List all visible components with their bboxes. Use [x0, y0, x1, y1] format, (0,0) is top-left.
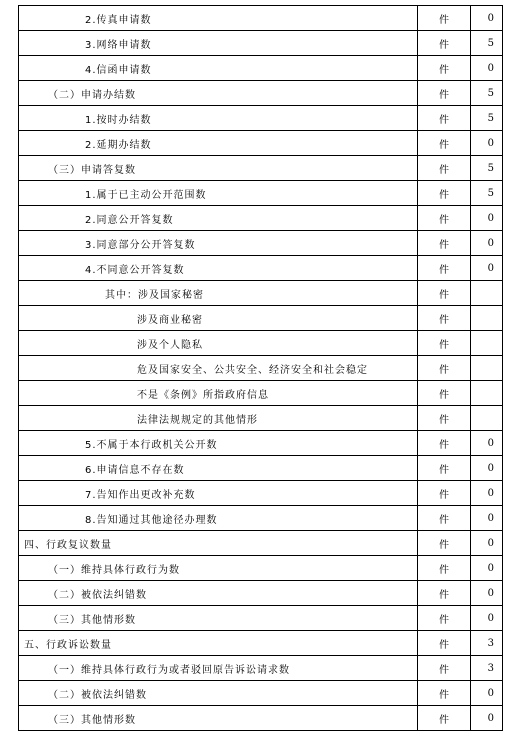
row-value: 0: [471, 256, 503, 281]
row-value: [471, 306, 503, 331]
row-unit: 件: [418, 106, 471, 131]
row-unit: 件: [418, 331, 471, 356]
row-unit: 件: [418, 531, 471, 556]
row-item-label: 法律法规规定的其他情形: [19, 406, 418, 431]
row-unit: 件: [418, 31, 471, 56]
row-value: 5: [471, 31, 503, 56]
row-unit: 件: [418, 556, 471, 581]
table-row: [19, 131, 503, 156]
row-value: 5: [471, 181, 503, 206]
table-row: [19, 106, 503, 131]
table-row: [19, 581, 503, 606]
row-value: [471, 406, 503, 431]
row-value: 0: [471, 556, 503, 581]
row-value: [471, 331, 503, 356]
row-unit: 件: [418, 56, 471, 81]
row-unit: 件: [418, 306, 471, 331]
row-value: 0: [471, 456, 503, 481]
row-value: 5: [471, 81, 503, 106]
row-item-label: 涉及个人隐私: [19, 331, 418, 356]
row-item-label: （二）申请办结数: [19, 81, 418, 106]
row-item-label: 五、行政诉讼数量: [19, 631, 418, 656]
row-unit: 件: [418, 256, 471, 281]
row-item-label: （三）其他情形数: [19, 606, 418, 631]
row-item-label: 8.告知通过其他途径办理数: [19, 506, 418, 531]
row-item-label: （三）申请答复数: [19, 156, 418, 181]
row-item-label: 2.延期办结数: [19, 131, 418, 156]
table-row: [19, 681, 503, 706]
row-item-label: 4.信函申请数: [19, 56, 418, 81]
table-row: [19, 431, 503, 456]
row-item-label: 6.申请信息不存在数: [19, 456, 418, 481]
row-unit: 件: [418, 656, 471, 681]
row-value: 5: [471, 156, 503, 181]
row-value: 0: [471, 681, 503, 706]
row-unit: 件: [418, 206, 471, 231]
row-unit: 件: [418, 6, 471, 31]
row-unit: 件: [418, 706, 471, 731]
table-row: [19, 631, 503, 656]
statistics-table-body: [19, 6, 503, 731]
row-unit: 件: [418, 356, 471, 381]
row-value: 0: [471, 506, 503, 531]
row-item-label: （一）维持具体行政行为或者驳回原告诉讼请求数: [19, 656, 418, 681]
row-unit: 件: [418, 606, 471, 631]
row-item-label: （二）被依法纠错数: [19, 681, 418, 706]
row-unit: 件: [418, 581, 471, 606]
row-item-label: 四、行政复议数量: [19, 531, 418, 556]
row-unit: 件: [418, 381, 471, 406]
table-row: [19, 356, 503, 381]
table-row: [19, 181, 503, 206]
row-value: [471, 381, 503, 406]
table-row: [19, 206, 503, 231]
row-unit: 件: [418, 456, 471, 481]
row-item-label: 3.网络申请数: [19, 31, 418, 56]
row-value: 0: [471, 131, 503, 156]
row-unit: 件: [418, 156, 471, 181]
table-row: [19, 31, 503, 56]
table-row: [19, 556, 503, 581]
row-value: 0: [471, 706, 503, 731]
row-value: 0: [471, 56, 503, 81]
row-item-label: 1.按时办结数: [19, 106, 418, 131]
row-item-label: 其中：涉及国家秘密: [19, 281, 418, 306]
row-unit: 件: [418, 481, 471, 506]
table-row: [19, 506, 503, 531]
row-item-label: 2.同意公开答复数: [19, 206, 418, 231]
row-value: [471, 356, 503, 381]
table-row: [19, 381, 503, 406]
table-row: [19, 456, 503, 481]
row-unit: 件: [418, 281, 471, 306]
table-row: [19, 406, 503, 431]
row-unit: 件: [418, 681, 471, 706]
row-item-label: 2.传真申请数: [19, 6, 418, 31]
table-row: [19, 231, 503, 256]
row-value: 0: [471, 606, 503, 631]
statistics-table: [18, 5, 503, 731]
row-item-label: （一）维持具体行政行为数: [19, 556, 418, 581]
row-item-label: （三）其他情形数: [19, 706, 418, 731]
row-value: 5: [471, 106, 503, 131]
row-value: 0: [471, 206, 503, 231]
row-value: 3: [471, 631, 503, 656]
table-row: [19, 481, 503, 506]
row-value: 0: [471, 581, 503, 606]
row-item-label: 危及国家安全、公共安全、经济安全和社会稳定: [19, 356, 418, 381]
row-unit: 件: [418, 231, 471, 256]
row-unit: 件: [418, 81, 471, 106]
row-item-label: 5.不属于本行政机关公开数: [19, 431, 418, 456]
row-value: 3: [471, 656, 503, 681]
table-row: [19, 81, 503, 106]
row-item-label: 4.不同意公开答复数: [19, 256, 418, 281]
row-unit: 件: [418, 506, 471, 531]
row-value: 0: [471, 6, 503, 31]
row-unit: 件: [418, 631, 471, 656]
row-item-label: 3.同意部分公开答复数: [19, 231, 418, 256]
row-value: 0: [471, 231, 503, 256]
row-unit: 件: [418, 131, 471, 156]
row-item-label: 涉及商业秘密: [19, 306, 418, 331]
row-item-label: （二）被依法纠错数: [19, 581, 418, 606]
row-item-label: 7.告知作出更改补充数: [19, 481, 418, 506]
row-value: 0: [471, 431, 503, 456]
table-row: [19, 656, 503, 681]
row-unit: 件: [418, 431, 471, 456]
table-row: [19, 6, 503, 31]
table-row: [19, 531, 503, 556]
table-row: [19, 256, 503, 281]
row-item-label: 1.属于已主动公开范围数: [19, 181, 418, 206]
row-value: 0: [471, 531, 503, 556]
table-row: [19, 281, 503, 306]
row-unit: 件: [418, 181, 471, 206]
row-value: [471, 281, 503, 306]
row-value: 0: [471, 481, 503, 506]
table-row: [19, 56, 503, 81]
row-unit: 件: [418, 406, 471, 431]
table-row: [19, 156, 503, 181]
row-item-label: 不是《条例》所指政府信息: [19, 381, 418, 406]
table-row: [19, 331, 503, 356]
table-row: [19, 306, 503, 331]
table-row: [19, 706, 503, 731]
table-row: [19, 606, 503, 631]
